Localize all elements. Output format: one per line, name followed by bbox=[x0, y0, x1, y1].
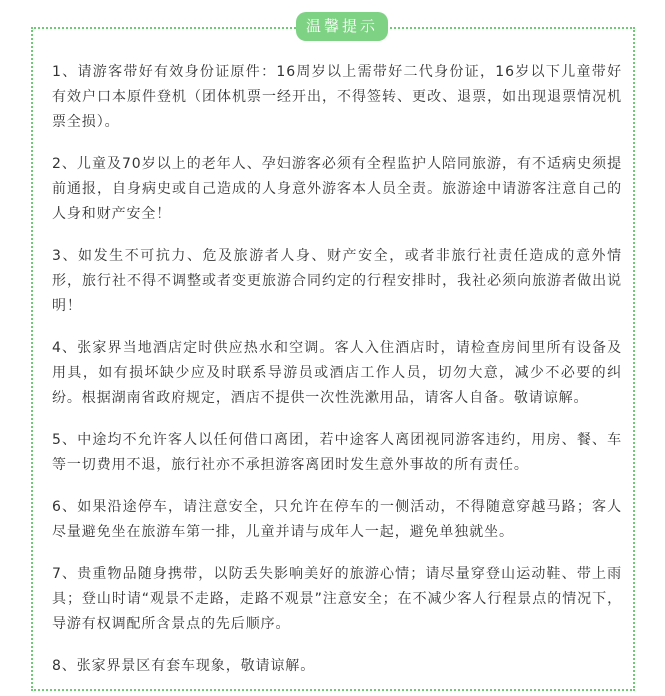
notice-item-1: 1、请游客带好有效身份证原件：16周岁以上需带好二代身份证，16岁以下儿童带好有效户口本原件登机（团体机票一经开出，不得签转、更改、退票，如出现退票情况机票全损）。 bbox=[52, 64, 622, 130]
notice-item-3: 3、如发生不可抗力、危及旅游者人身、财产安全，或者非旅行社责任造成的意外情形，旅行社不得不调整或者变更旅游合同约定的行程安排时，我社必须向旅游者做出说明！ bbox=[52, 248, 622, 314]
notice-item-7: 7、贵重物品随身携带，以防丢失影响美好的旅游心情；请尽量穿登山运动鞋、带上雨具；登山时请“观景不走路，走路不观景”注意安全；在不减少客人行程景点的情况下，导游有权调配所含景点的先后顺序。 bbox=[52, 566, 622, 632]
notice-item-6: 6、如果沿途停车，请注意安全，只允许在停车的一侧活动，不得随意穿越马路；客人尽量避免坐在旅游车第一排，儿童并请与成年人一起，避免单独就坐。 bbox=[52, 499, 622, 540]
notice-item-2: 2、儿童及70岁以上的老年人、孕妇游客必须有全程监护人陪同旅游，有不适病史须提前通报，自身病史或自己造成的人身意外游客本人员全责。旅游途中请游客注意自己的人身和财产安全！ bbox=[52, 156, 622, 222]
notice-item-4: 4、张家界当地酒店定时供应热水和空调。客人入住酒店时，请检查房间里所有设备及用具，如有损坏缺少应及时联系导游员或酒店工作人员，切勿大意，减少不必要的纠纷。根据湖南省政府规定，酒店不提供一次性洗漱用品，请客人自备。敬请谅解。 bbox=[52, 340, 622, 406]
notice-title: 温馨提示 bbox=[296, 12, 388, 41]
notice-item-5: 5、中途均不允许客人以任何借口离团，若中途客人离团视同游客违约，用房、餐、车等一切费用不退，旅行社亦不承担游客离团时发生意外事故的所有责任。 bbox=[52, 432, 622, 473]
notice-item-8: 8、张家界景区有套车现象，敬请谅解。 bbox=[52, 658, 316, 674]
notice-list bbox=[52, 60, 622, 696]
